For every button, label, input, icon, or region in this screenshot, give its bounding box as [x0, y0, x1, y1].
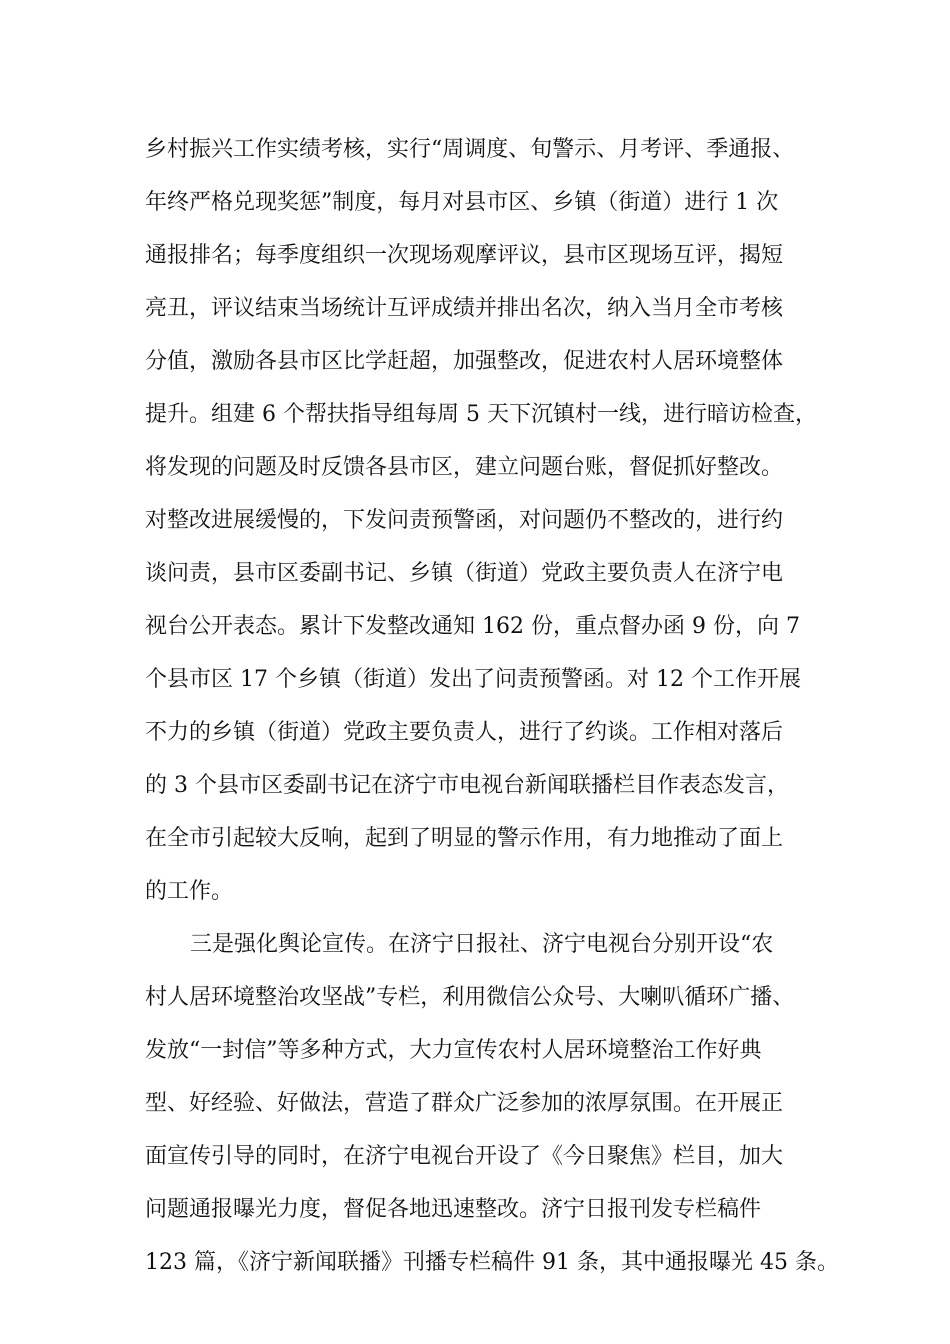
- text-line: 不力的乡镇（街道）党政主要负责人，进行了约谈。工作相对落后: [145, 720, 784, 745]
- text-line: 分值，激励各县市区比学赶超，加强整改，促进农村人居环境整体: [145, 349, 784, 374]
- text-line: 问题通报曝光力度，督促各地迅速整改。济宁日报刊发专栏稿件: [145, 1197, 762, 1222]
- text-line: 视台公开表态。累计下发整改通知 162 份，重点督办函 9 份，向 7: [145, 614, 800, 639]
- text-line: 对整改进展缓慢的，下发问责预警函，对问题仍不整改的，进行约: [145, 508, 784, 533]
- text-line: 乡村振兴工作实绩考核，实行“周调度、旬警示、月考评、季通报、: [145, 137, 795, 162]
- text-line: 个县市区 17 个乡镇（街道）发出了问责预警函。对 12 个工作开展: [145, 667, 801, 692]
- text-line: 通报排名；每季度组织一次现场观摩评议，县市区现场互评，揭短: [145, 243, 784, 268]
- text-line: 型、好经验、好做法，营造了群众广泛参加的浓厚氛围。在开展正: [145, 1091, 784, 1116]
- paragraph-start-line: 三是强化舆论宣传。在济宁日报社、济宁电视台分别开设“农: [190, 932, 774, 957]
- text-line: 提升。组建 6 个帮扶指导组每周 5 天下沉镇村一线，进行暗访检查，: [145, 402, 817, 427]
- text-line: 谈问责，县市区委副书记、乡镇（街道）党政主要负责人在济宁电: [145, 561, 784, 586]
- text-line: 123 篇，《济宁新闻联播》刊播专栏稿件 91 条，其中通报曝光 45 条。: [145, 1250, 839, 1275]
- text-line: 亮丑，评议结束当场统计互评成绩并排出名次，纳入当月全市考核: [145, 296, 784, 321]
- text-line: 面宣传引导的同时，在济宁电视台开设了《今日聚焦》栏目，加大: [145, 1144, 784, 1169]
- text-line: 村人居环境整治攻坚战”专栏，利用微信公众号、大喇叭循环广播、: [145, 985, 795, 1010]
- text-line: 发放“一封信”等多种方式，大力宣传农村人居环境整治工作好典: [145, 1038, 762, 1063]
- text-line: 的 3 个县市区委副书记在济宁市电视台新闻联播栏目作表态发言，: [145, 773, 789, 798]
- text-line: 将发现的问题及时反馈各县市区，建立问题台账，督促抓好整改。: [145, 455, 784, 480]
- text-line: 在全市引起较大反响，起到了明显的警示作用，有力地推动了面上: [145, 826, 784, 851]
- text-line: 的工作。: [145, 879, 234, 904]
- text-line: 年终严格兑现奖惩”制度，每月对县市区、乡镇（街道）进行 1 次: [145, 190, 779, 215]
